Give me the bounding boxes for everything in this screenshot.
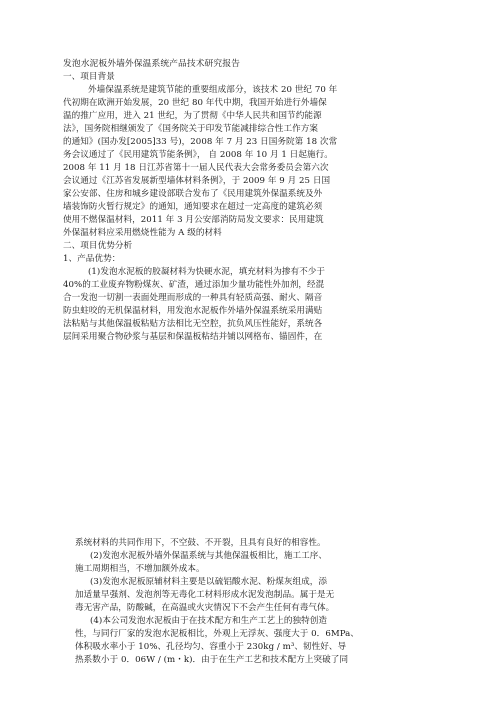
- paragraph-line: 温的推广应用，进入 21 世纪，为了贯彻《中华人民共和国节约能源: [63, 111, 322, 121]
- paragraph-line: 施工周期相当，不增加额外成本。: [75, 564, 205, 574]
- paragraph-line: 代初期在欧洲开始发展，20 世纪 80 年代中期，我国开始进行外墙保: [63, 98, 327, 108]
- paragraph-line: 家公安部、住房和城乡建设部联合发布了《民用建筑外保温系统及外: [63, 189, 323, 199]
- paragraph-line: 法粘贴与其他保温板粘贴方法相比无空腔，抗负风压性能好，系统各: [63, 319, 323, 329]
- section-heading-background: 一、项目背景: [63, 72, 115, 82]
- paragraph-line: 墙装饰防火暂行规定》的通知，通知要求在超过一定高度的建筑必须: [63, 202, 323, 212]
- paragraph-line: 性，与同行厂家的发泡水泥板相比，外观上无浮灰、强度大于 0．6MPa、: [75, 629, 359, 639]
- paragraph-line: 体积吸水率小于 10%、孔径均匀、容重小于 230kg / m³、韧性好、导: [75, 642, 347, 652]
- paragraph-line: 2008 年 11 月 18 日江苏省第十一届人民代表大会常务委员会第六次: [63, 163, 329, 173]
- paragraph-line: 毒无害产品，防酸碱，在高温或火灾情况下不会产生任何有毒气体。: [75, 603, 335, 613]
- paragraph-line: (1)发泡水泥板的胶凝材料为快硬水泥，填充材料为掺有不少于: [88, 267, 326, 277]
- paragraph-line: 的通知》(国办发[2005]33 号)，2008 年 7 月 23 日国务院第 18 次常: [63, 137, 338, 147]
- subsection-heading-product: 1、产品优势：: [63, 254, 121, 264]
- paragraph-line: 防虫蛀咬的无机保温材料，用发泡水泥板作外墙外保温系统采用满贴: [63, 306, 323, 316]
- paragraph-line: 合一发泡一切割一表面处理而形成的一种具有轻质高强、耐火、隔音: [63, 293, 323, 303]
- paragraph-line: 40%的工业废弃物粉煤灰、矿渣，通过添加少量功能性外加剂，经混: [63, 280, 325, 290]
- paragraph-line: (4)本公司发泡水泥板由于在技术配方和生产工艺上的独特创造: [90, 616, 328, 626]
- paragraph-line: (2)发泡水泥板外墙外保温系统与其他保温板相比，施工工序、: [90, 551, 328, 561]
- paragraph-line: 法》，国务院相继颁发了《国务院关于印发节能减排综合性工作方案: [63, 124, 319, 134]
- paragraph-line: (3)发泡水泥板原辅材料主要是以硫铝酸水泥、粉煤灰组成，添: [90, 577, 328, 587]
- paragraph-line: 会议通过《江苏省发展新型墙体材料条例》，于 2009 年 9 月 25 日国: [63, 176, 331, 186]
- paragraph-line: 系统材料的共同作用下，不空鼓、不开裂，且具有良好的相容性。: [75, 538, 326, 548]
- paragraph-line: 使用不燃保温材料，2011 年 3 月公安部消防局发文要求：民用建筑: [63, 215, 324, 225]
- paragraph-line: 务会议通过了《民用建筑节能条例》， 自 2008 年 10 月 1 日起施行。: [63, 150, 333, 160]
- paragraph-line: 层间采用聚合物砂浆与基层和保温板粘结并铺以网格布、锚固件，在: [63, 332, 323, 342]
- paragraph-line: 外墙保温系统是建筑节能的重要组成部分，该技术 20 世纪 70 年: [88, 85, 338, 95]
- paragraph-line: 外保温材料应采用燃烧性能为 A 级的材料: [63, 228, 222, 238]
- paragraph-line: 热系数小于 0．06W / (m・k)．由于在生产工艺和技术配方上突破了同: [75, 655, 349, 665]
- paragraph-line: 加适量早强剂、发泡剂等无毒化工材料形成水泥发泡制品。属于是无: [75, 590, 335, 600]
- section-heading-advantages: 二、项目优势分析: [63, 241, 133, 251]
- document-title: 发泡水泥板外墙外保温系统产品技术研究报告: [63, 59, 240, 69]
